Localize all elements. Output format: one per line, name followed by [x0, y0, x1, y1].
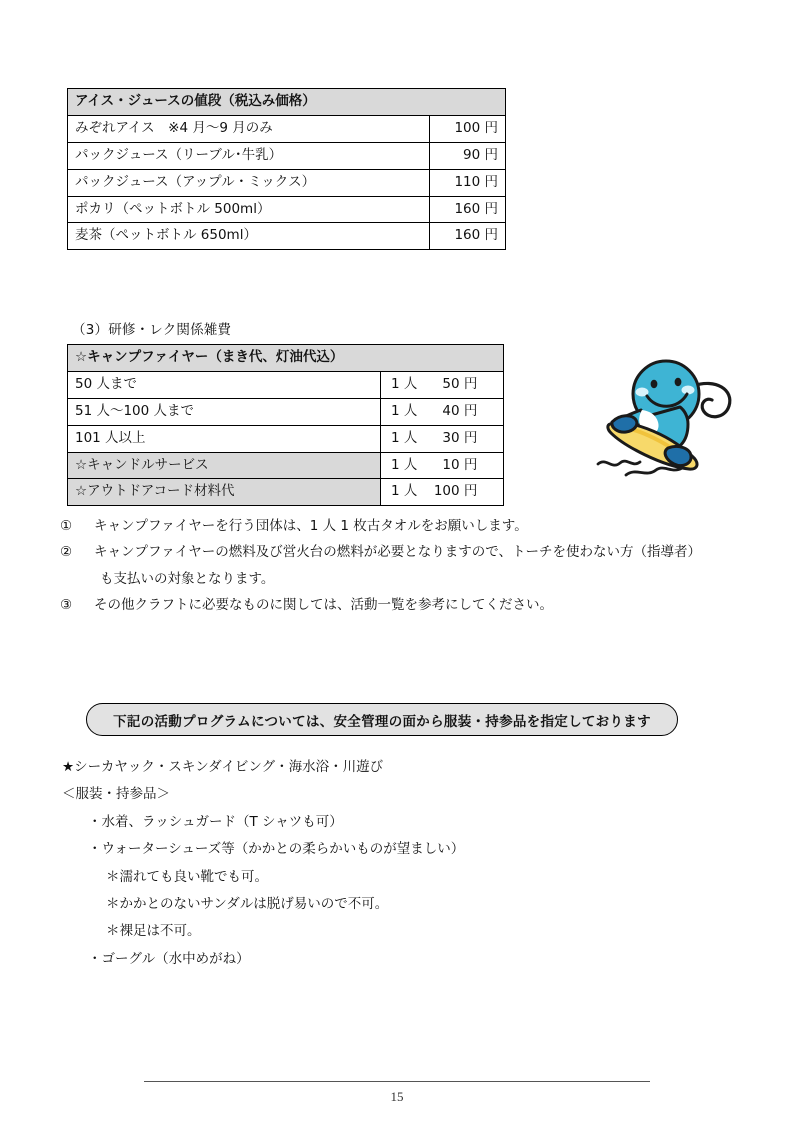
campfire-item-price — [381, 452, 504, 479]
campfire-item-name: ☆アウトドアコード材料代 — [68, 479, 381, 506]
campfire-fee-table-container — [67, 344, 504, 506]
campfire-amount: 100 円 — [433, 483, 478, 500]
drinks-item-price: 160 円 — [430, 223, 506, 250]
campfire-item-price — [381, 479, 504, 506]
drinks-item-name: ポカリ（ペットボトル 500ml） — [68, 196, 430, 223]
campfire-item-price — [381, 371, 504, 398]
table-row — [68, 169, 506, 196]
gear-requirements-list — [62, 754, 582, 973]
page-number: 15 — [390, 1089, 404, 1104]
list-item: ・水着、ラッシュガード（T シャツも可） — [88, 813, 343, 830]
table-header-row — [68, 345, 504, 372]
list-item: ・ゴーグル（水中めがね） — [88, 950, 250, 967]
campfire-item-name: 51 人～100 人まで — [68, 398, 381, 425]
list-item — [60, 592, 750, 618]
list-item: ・ウォーターシューズ等（かかとの柔らかいものが望ましい） — [88, 841, 465, 858]
list-item: ＊濡れても良い靴でも可。 — [106, 868, 268, 885]
campfire-unit-label: 1 人 — [391, 456, 418, 473]
campfire-unit-label: 1 人 — [391, 429, 418, 446]
drinks-item-name: パックジュース（アップル・ミックス） — [68, 169, 430, 196]
list-item: ＊かかとのないサンダルは脱げ易いので不可。 — [106, 895, 389, 912]
table-row — [68, 479, 504, 506]
callout-text: 下記の活動プログラムについては、安全管理の面から服装・持参品を指定しております — [113, 713, 651, 730]
drinks-item-name: パックジュース（リーブル･牛乳） — [68, 142, 430, 169]
table-row — [68, 115, 506, 142]
drinks-item-price: 100 円 — [430, 115, 506, 142]
drinks-item-price: 90 円 — [430, 142, 506, 169]
campfire-unit-label: 1 人 — [391, 483, 418, 500]
campfire-unit-label: 1 人 — [391, 375, 418, 392]
campfire-unit-label: 1 人 — [391, 402, 418, 419]
campfire-item-price — [381, 398, 504, 425]
gear-subheading: ＜服装・持参品＞ — [62, 786, 170, 803]
drinks-item-price: 160 円 — [430, 196, 506, 223]
note-text-continuation: も支払いの対象となります。 — [100, 570, 275, 587]
surfing-character-illustration — [596, 344, 746, 494]
table-row — [68, 142, 506, 169]
note-text: その他クラフトに必要なものに関しては、活動一覧を参考にしてください。 — [94, 596, 553, 613]
section-label: （3）研修・レク関係雑費 — [72, 322, 232, 338]
campfire-table-header: ☆キャンプファイヤー（まき代、灯油代込） — [68, 345, 504, 372]
campfire-amount: 30 円 — [442, 429, 478, 446]
campfire-fee-table — [67, 344, 504, 506]
table-row — [68, 425, 504, 452]
list-item — [60, 539, 750, 565]
drinks-item-price: 110 円 — [430, 169, 506, 196]
campfire-item-name: 50 人まで — [68, 371, 381, 398]
drinks-price-table — [67, 88, 506, 250]
note-text: キャンプファイヤーを行う団体は、1 人 1 枚古タオルをお願いします。 — [94, 518, 528, 534]
campfire-item-name: ☆キャンドルサービス — [68, 452, 381, 479]
drinks-item-name: 麦茶（ペットボトル 650ml） — [68, 223, 430, 250]
drinks-table-header: アイス・ジュースの値段（税込み価格） — [68, 89, 506, 116]
activity-heading: ★シーカヤック・スキンダイビング・海水浴・川遊び — [62, 759, 384, 775]
safety-program-callout-box — [86, 703, 678, 736]
drinks-item-name: みぞれアイス ※4 月～9 月のみ — [68, 115, 430, 142]
table-row — [68, 223, 506, 250]
note-text: キャンプファイヤーの燃料及び営火台の燃料が必要となりますので、トーチを使わない方（指導者） — [94, 544, 701, 561]
campfire-amount: 40 円 — [442, 402, 478, 419]
list-item: ＊裸足は不可。 — [106, 923, 201, 940]
campfire-amount: 50 円 — [442, 375, 478, 392]
footer-divider — [144, 1081, 650, 1082]
campfire-notes-list — [60, 513, 750, 618]
drinks-price-table-container — [67, 88, 506, 250]
note-marker: ③ — [60, 596, 73, 613]
table-row — [68, 371, 504, 398]
campfire-item-price — [381, 425, 504, 452]
note-marker: ① — [60, 518, 73, 534]
table-row — [68, 452, 504, 479]
list-item — [60, 513, 750, 539]
table-row — [68, 398, 504, 425]
note-marker: ② — [60, 544, 73, 561]
campfire-amount: 10 円 — [442, 456, 478, 473]
table-header-row — [68, 89, 506, 116]
campfire-item-name: 101 人以上 — [68, 425, 381, 452]
table-row — [68, 196, 506, 223]
